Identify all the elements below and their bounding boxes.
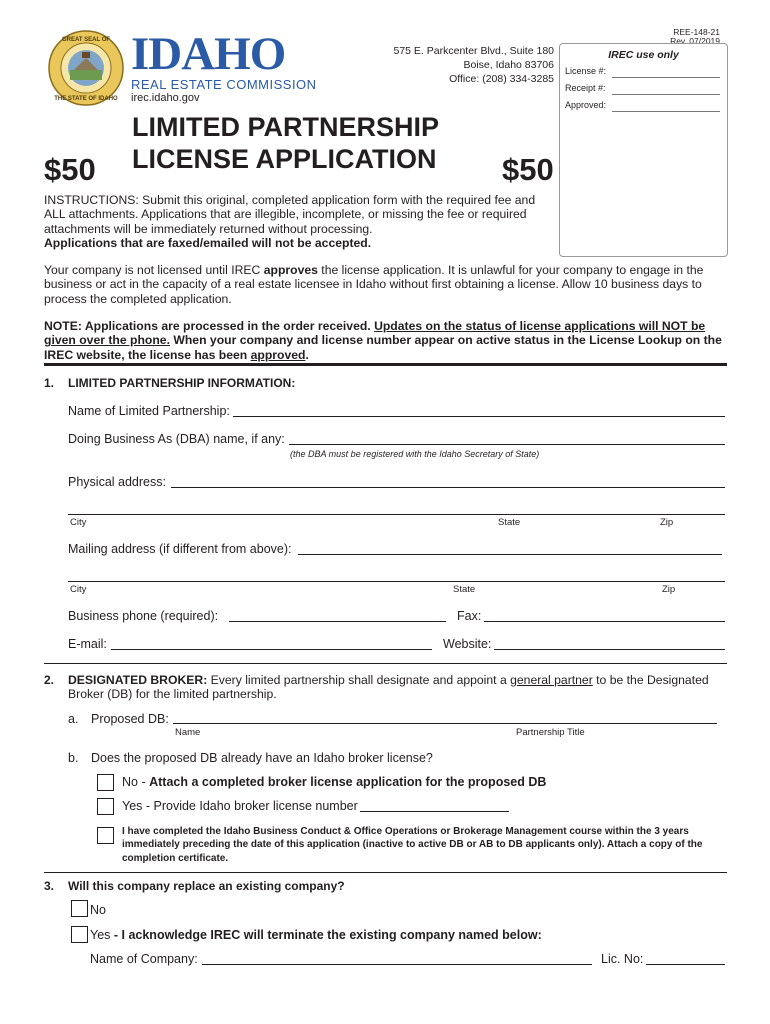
- proposed-db-field[interactable]: [173, 723, 717, 724]
- proposed-db-label: Proposed DB:: [91, 712, 169, 726]
- intro-text-2: the license application. It is unlawful for your company to engage in the business or act in the capacity of a real estate licensee in Idaho without first obtaining a license. Allow 10 business days to process the completed application.: [44, 263, 704, 306]
- address-city: Boise, Idaho 83706: [463, 59, 554, 71]
- business-phone-field[interactable]: [229, 621, 446, 622]
- irec-approved-label: Approved:: [565, 100, 607, 110]
- section-2-intro: [68, 673, 726, 702]
- irec-license-label: License #:: [565, 66, 607, 76]
- replace-yes-checkbox[interactable]: [71, 926, 88, 943]
- section-1-title: LIMITED PARTNERSHIP INFORMATION:: [68, 376, 296, 390]
- email-field[interactable]: [111, 649, 432, 650]
- irec-use-box: [559, 43, 728, 257]
- website-field[interactable]: [494, 649, 725, 650]
- existing-company-field[interactable]: [202, 964, 592, 965]
- section-2-text-1: Every limited partnership shall designate and appoint a: [207, 673, 511, 687]
- db-no-option: [122, 775, 546, 789]
- section-3-number: 3.: [44, 879, 55, 893]
- intro-paragraph: [44, 263, 728, 306]
- note-text-2: When your company and license number appear on active status in the License Lookup on the IREC website, the license has been: [44, 333, 722, 362]
- note-text-period: .: [305, 347, 309, 362]
- section-divider-3: [44, 872, 727, 873]
- irec-receipt-line: [612, 94, 720, 95]
- note-text-1: NOTE: Applications are processed in the order received.: [44, 319, 375, 333]
- title-line-2: LICENSE APPLICATION: [132, 144, 437, 174]
- dba-note: (the DBA must be registered with the Idaho Secretary of State): [290, 449, 540, 459]
- item-b-label: b.: [68, 751, 79, 765]
- dba-field[interactable]: [289, 444, 725, 445]
- replace-yes-acknowledgement: - I acknowledge IREC will terminate the existing company named below:: [113, 928, 542, 942]
- proposed-db-name-caption: Name: [175, 727, 201, 738]
- replace-yes-option: [90, 928, 542, 942]
- irec-box-title: IREC use only: [608, 49, 679, 61]
- section-2-general-partner: general partner: [510, 673, 593, 687]
- existing-license-label: Lic. No:: [601, 952, 644, 966]
- physical-zip-caption: Zip: [660, 517, 674, 528]
- business-phone-label: Business phone (required):: [68, 609, 219, 623]
- note-text-phone: Updates on the status of license applications will NOT be given over the phone.: [44, 319, 706, 348]
- db-no-checkbox[interactable]: [97, 774, 114, 791]
- replace-no-checkbox[interactable]: [71, 900, 88, 917]
- section-1-number: 1.: [44, 376, 55, 390]
- section-2-title: DESIGNATED BROKER:: [68, 673, 208, 687]
- section-divider-2: [44, 663, 727, 664]
- fee-right: $50: [502, 152, 554, 187]
- partnership-name-label: Name of Limited Partnership:: [68, 404, 230, 418]
- note-paragraph: [44, 319, 728, 362]
- instructions-warning: Applications that are faxed/emailed will not be accepted.: [44, 235, 372, 250]
- intro-text-1: Your company is not licensed until IREC: [44, 263, 264, 277]
- idaho-state-seal: [48, 30, 124, 106]
- idaho-logo: IDAHO: [131, 28, 286, 80]
- section-3-title: Will this company replace an existing company?: [68, 879, 345, 893]
- physical-address-label: Physical address:: [68, 475, 166, 489]
- mailing-state-caption: State: [453, 584, 476, 595]
- db-yes-option: Yes - Provide Idaho broker license number: [122, 799, 358, 813]
- existing-company-label: Name of Company:: [90, 952, 198, 966]
- broker-license-question: Does the proposed DB already have an Idaho broker license?: [91, 751, 433, 765]
- instructions: [44, 193, 556, 250]
- irec-receipt-label: Receipt #:: [565, 83, 606, 93]
- email-label: E-mail:: [68, 637, 107, 651]
- physical-city-caption: City: [70, 517, 87, 528]
- address-street: 575 E. Parkcenter Blvd., Suite 180: [393, 45, 554, 57]
- note-text-approved: approved: [250, 347, 306, 362]
- mailing-address-label: Mailing address (if different from above):: [68, 542, 292, 556]
- db-no-instruction: Attach a completed broker license application for the proposed DB: [149, 775, 547, 789]
- fax-label: Fax:: [457, 609, 482, 623]
- website-link[interactable]: irec.idaho.gov: [131, 92, 200, 104]
- svg-text:THE STATE OF IDAHO: THE STATE OF IDAHO: [54, 96, 118, 102]
- fax-field[interactable]: [484, 621, 725, 622]
- instructions-text: INSTRUCTIONS: Submit this original, completed application form with the required fee and ALL attachments. Applications that are illegible, incomplete, or missing the fee or required attachments will be immediately returned without processing.: [44, 193, 536, 236]
- section-2-number: 2.: [44, 673, 55, 687]
- mailing-zip-caption: Zip: [662, 584, 676, 595]
- mailing-address-line-2[interactable]: [68, 581, 725, 582]
- item-a-label: a.: [68, 712, 79, 726]
- physical-address-field[interactable]: [171, 487, 725, 488]
- db-yes-checkbox[interactable]: [97, 798, 114, 815]
- mailing-city-caption: City: [70, 584, 87, 595]
- course-checkbox[interactable]: [97, 827, 114, 844]
- replace-yes-text: Yes: [90, 928, 114, 942]
- form-id: REE-148-21: [673, 27, 720, 37]
- replace-no-option: No: [90, 903, 106, 917]
- existing-license-field[interactable]: [646, 964, 725, 965]
- physical-address-line-2[interactable]: [68, 514, 725, 515]
- physical-state-caption: State: [498, 517, 521, 528]
- mailing-address-field[interactable]: [298, 554, 722, 555]
- irec-license-line: [612, 77, 720, 78]
- db-license-number-field[interactable]: [360, 811, 509, 812]
- course-certification-text: I have completed the Idaho Business Conduct & Office Operations or Brokerage Management course within the 3 years immediately preceding the date of this application (inactive to active DB or AB to DB applicants only). Attach a copy of the completion certificate.: [122, 826, 703, 864]
- proposed-db-title-caption: Partnership Title: [516, 727, 585, 738]
- commission-name: REAL ESTATE COMMISSION: [131, 77, 317, 92]
- address-phone: Office: (208) 334-3285: [449, 73, 554, 85]
- partnership-name-field[interactable]: [233, 416, 725, 417]
- intro-text-approves: approves: [263, 263, 318, 277]
- db-no-text: No -: [122, 775, 150, 789]
- section-divider-1: [44, 363, 727, 366]
- form-revision: Rev. 07/2019: [670, 36, 720, 46]
- svg-text:GREAT SEAL OF: GREAT SEAL OF: [61, 37, 111, 43]
- irec-approved-line: [612, 111, 720, 112]
- dba-label: Doing Business As (DBA) name, if any:: [68, 432, 285, 446]
- address-block: [393, 44, 554, 86]
- fee-left: $50: [44, 152, 96, 187]
- section-2-text-2: to be the Designated Broker (DB) for the limited partnership.: [68, 673, 709, 702]
- title-line-1: LIMITED PARTNERSHIP: [132, 112, 440, 142]
- website-label: Website:: [443, 637, 492, 651]
